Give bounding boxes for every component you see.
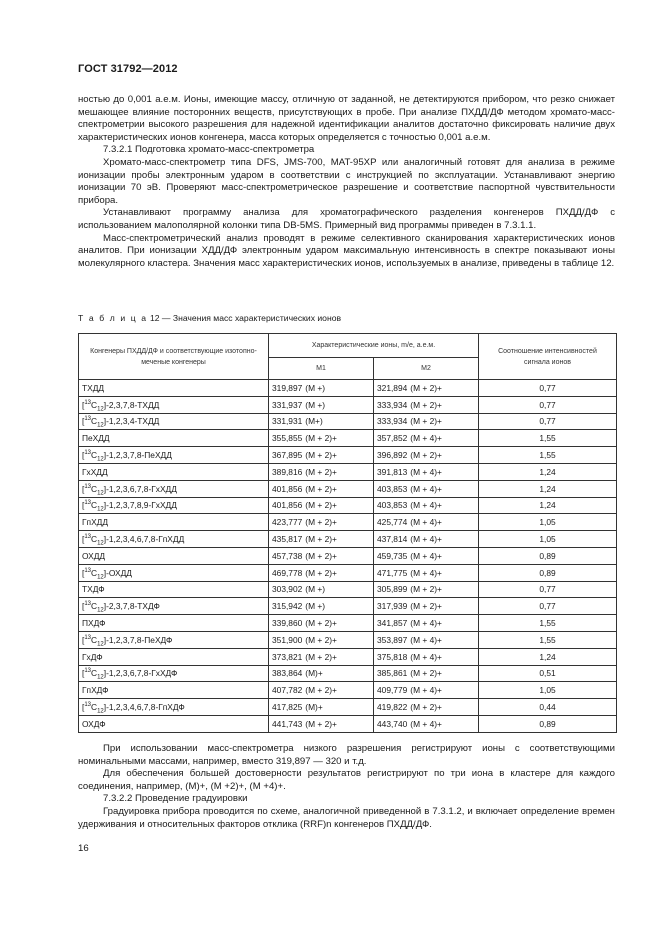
congener-name: [	[82, 399, 85, 410]
table-row	[79, 396, 617, 413]
m1-cell	[269, 380, 374, 397]
intensity-ratio-cell: 1,05	[479, 682, 617, 699]
m2-ion: (M + 4)+	[410, 651, 442, 662]
congener-name-cell	[79, 715, 269, 732]
intensity-ratio-cell: 1,55	[479, 447, 617, 464]
m2-mass: 317,939	[377, 601, 408, 612]
m2-cell	[374, 396, 479, 413]
m1-mass: 351,900	[272, 634, 303, 645]
congener-name-cell	[79, 380, 269, 397]
intensity-ratio-cell: 1,24	[479, 648, 617, 665]
paragraph-program: Устанавливают программу анализа для хроматографического разделения конгенеров ПХДД/ДФ с использованием малополярной колонки типа DB-5MS. Примерный вид программы приведен в 7.3.1.1.	[78, 207, 615, 231]
m1-ion: (M+)	[305, 416, 323, 427]
congener-name: [	[82, 450, 85, 461]
congener-name: ГхХДД	[82, 466, 108, 477]
congener-name: ГпХДД	[82, 517, 109, 528]
intensity-ratio-cell: 0,51	[479, 665, 617, 682]
congener-name-suffix: ]-1,2,3,7,8-ПеХДФ	[103, 634, 173, 645]
m2-mass: 353,897	[377, 634, 408, 645]
congener-name: ОХДД	[82, 550, 106, 561]
m2-mass: 333,934	[377, 416, 408, 427]
m2-ion: (M + 2)+	[410, 601, 442, 612]
table-row	[79, 430, 617, 447]
m2-mass: 425,774	[377, 517, 408, 528]
m1-ion: (M + 2)+	[305, 450, 337, 461]
m2-cell	[374, 413, 479, 430]
table-row	[79, 547, 617, 564]
table-row	[79, 480, 617, 497]
congener-name: ОХДФ	[82, 718, 106, 729]
table-row	[79, 715, 617, 732]
header-m1: M1	[269, 358, 374, 380]
congener-name-cell	[79, 598, 269, 615]
m1-ion: (M + 2)+	[305, 618, 337, 629]
m1-cell	[269, 699, 374, 716]
congener-name-cell	[79, 615, 269, 632]
m2-ion: (M + 2)+	[410, 584, 442, 595]
intensity-ratio-cell: 0,44	[479, 699, 617, 716]
m2-cell	[374, 665, 479, 682]
text-block-bottom	[78, 743, 615, 831]
paragraph-selective-scan: Масс-спектрометрический анализ проводят в режиме селективного сканирования характеристических ионов аналитов. При ионизации ХДД/ДФ электронным ударом максимальную интенсивность в спектре показывают ионы молекулярного кластера. Значения масс характеристических ионов, используемых в анализе, приведены в таблице 12.	[78, 232, 615, 269]
congener-name-cell	[79, 480, 269, 497]
congener-name-cell	[79, 531, 269, 548]
m2-cell	[374, 564, 479, 581]
m2-cell	[374, 430, 479, 447]
paragraph-low-resolution: При использовании масс-спектрометра низкого разрешения регистрируют ионы с соответствующими номинальными массами, например, вместо 319,897 — 320 и т.д.	[78, 743, 615, 767]
intensity-ratio-cell: 1,55	[479, 631, 617, 648]
m2-ion: (M + 4)+	[410, 718, 442, 729]
header-characteristic-ions: Характеристические ионы, m/e, а.е.м.	[269, 334, 479, 358]
m1-mass: 435,817	[272, 534, 303, 545]
m1-cell	[269, 430, 374, 447]
m1-cell	[269, 447, 374, 464]
m2-cell	[374, 514, 479, 531]
m2-mass: 357,852	[377, 433, 408, 444]
table-row	[79, 699, 617, 716]
isotope-label: $^{13}C_{12}$	[84, 702, 104, 715]
isotope-label: $^{13}C_{12}$	[84, 450, 104, 463]
isotope-label: $^{13}C_{12}$	[84, 634, 104, 648]
paragraph-instrument-setup: Хромато-масс-спектрометр типа DFS, JMS-700, MAT-95XP или аналогичный готовят для анализа в режиме ионизации пробы электронным ударом в соответствии с инструкцией по эксплуатации. Устанавливают энергию ионизации 70 эВ. Проверяют масс-спектрометрическое разрешение и соответствие паспортной чувствительности прибора.	[78, 156, 615, 206]
congener-name-suffix: ]-1,2,3,6,7,8-ГхХДД	[103, 483, 177, 494]
isotope-label: $^{13}C_{12}$	[84, 399, 104, 413]
m2-mass: 443,740	[377, 718, 408, 729]
m2-ion: (M + 4)+	[410, 517, 442, 528]
m1-ion: (M + 2)+	[305, 651, 337, 662]
m1-mass: 407,782	[272, 685, 303, 696]
table-row	[79, 581, 617, 598]
congener-name-cell	[79, 581, 269, 598]
m2-cell	[374, 631, 479, 648]
m2-cell	[374, 531, 479, 548]
intensity-ratio-cell: 0,89	[479, 564, 617, 581]
m1-cell	[269, 631, 374, 648]
m1-cell	[269, 615, 374, 632]
table-row	[79, 531, 617, 548]
subsection-heading-7-3-2-2: 7.3.2.2 Проведение градуировки	[103, 793, 248, 805]
m2-cell	[374, 682, 479, 699]
m1-ion: (M)+	[305, 668, 323, 679]
congener-name-cell	[79, 396, 269, 413]
paragraph-three-ions: Для обеспечения большей достоверности результатов регистрируют по три иона в кластере для каждого соединения, например, (M)+, (M +2)+, (M +4)+.	[78, 768, 615, 792]
m1-ion: (M + 2)+	[305, 685, 337, 696]
m1-cell	[269, 581, 374, 598]
table-row	[79, 631, 617, 648]
congener-name-cell	[79, 648, 269, 665]
congener-name-suffix: ]-1,2,3,4,6,7,8-ГпХДФ	[103, 702, 185, 713]
m2-ion: (M + 4)+	[410, 550, 442, 561]
m2-cell	[374, 715, 479, 732]
m1-mass: 401,856	[272, 483, 303, 494]
m1-mass: 417,825	[272, 702, 303, 713]
m2-cell	[374, 648, 479, 665]
m1-mass: 319,897	[272, 382, 303, 393]
m1-mass: 373,821	[272, 651, 303, 662]
m1-mass: 339,860	[272, 618, 303, 629]
subsection-heading-7-3-2-1: 7.3.2.1 Подготовка хромато-масс-спектрометра	[103, 144, 315, 156]
congener-name: [	[82, 500, 85, 511]
m2-ion: (M + 2)+	[410, 702, 442, 713]
intensity-ratio-cell: 0,77	[479, 396, 617, 413]
m2-cell	[374, 699, 479, 716]
m1-mass: 457,738	[272, 550, 303, 561]
m1-cell	[269, 665, 374, 682]
congener-name-cell	[79, 682, 269, 699]
m2-mass: 409,779	[377, 685, 408, 696]
m1-mass: 367,895	[272, 450, 303, 461]
m2-mass: 471,775	[377, 567, 408, 578]
m2-cell	[374, 497, 479, 514]
congener-name-cell	[79, 631, 269, 648]
congener-name: [	[82, 702, 85, 713]
m2-cell	[374, 598, 479, 615]
congener-name-suffix: ]-1,2,3,4,6,7,8-ГпХДД	[103, 534, 185, 545]
m1-mass: 383,864	[272, 668, 303, 679]
congener-name: ТХДФ	[82, 584, 105, 595]
m2-ion: (M + 4)+	[410, 466, 442, 477]
m1-cell	[269, 396, 374, 413]
m2-ion: (M + 4)+	[410, 618, 442, 629]
m2-mass: 403,853	[377, 483, 408, 494]
m1-cell	[269, 682, 374, 699]
isotope-label: $^{13}C_{12}$	[84, 416, 104, 430]
intensity-ratio-cell: 0,77	[479, 380, 617, 397]
m1-mass: 355,855	[272, 433, 303, 444]
m1-ion: (M +)	[305, 399, 326, 410]
isotope-label: $^{13}C_{12}$	[84, 534, 104, 547]
m2-cell	[374, 447, 479, 464]
m2-cell	[374, 480, 479, 497]
congener-name-suffix: ]-1,2,3,4-ТХДД	[103, 416, 160, 427]
header-intensity-ratio: Соотношение интенсивностей сигнала ионов	[479, 334, 617, 380]
congener-name-cell	[79, 497, 269, 514]
intensity-ratio-cell: 0,77	[479, 581, 617, 598]
header-congeners: Конгенеры ПХДД/ДФ и соответствующие изотопно-меченые конгенеры	[79, 334, 269, 380]
m2-ion: (M + 4)+	[410, 634, 442, 645]
table-row	[79, 682, 617, 699]
congener-name-suffix: ]-2,3,7,8-ТХДФ	[103, 601, 160, 612]
m1-mass: 469,778	[272, 567, 303, 578]
table-row	[79, 463, 617, 480]
congener-name-cell	[79, 699, 269, 716]
paragraph-calibration: Градуировка прибора проводится по схеме, аналогичной приведенной в 7.3.1.2, и включает определение времен удерживания и относительных факторов отклика (RRF)n конгенеров ПХДД/ДФ.	[78, 805, 615, 830]
m2-cell	[374, 581, 479, 598]
m2-ion: (M + 2)+	[410, 668, 442, 679]
text-block-top	[78, 94, 615, 270]
m2-cell	[374, 615, 479, 632]
m1-cell	[269, 413, 374, 430]
m1-mass: 401,856	[272, 500, 303, 511]
congener-name-cell	[79, 564, 269, 581]
m2-ion: (M + 4)+	[410, 685, 442, 696]
isotope-label: $^{13}C_{12}$	[84, 500, 104, 514]
congener-name: ГпХДФ	[82, 685, 109, 696]
table-caption-prefix: Т а б л и ц а	[78, 313, 148, 323]
m2-cell	[374, 463, 479, 480]
isotope-label: $^{13}C_{12}$	[84, 567, 104, 581]
m1-mass: 331,937	[272, 399, 303, 410]
congener-name-suffix: ]-2,3,7,8-ТХДД	[103, 399, 160, 410]
m2-ion: (M + 2)+	[410, 450, 442, 461]
m2-mass: 396,892	[377, 450, 408, 461]
intensity-ratio-cell: 1,24	[479, 463, 617, 480]
congener-name: [	[82, 567, 85, 578]
m1-ion: (M + 2)+	[305, 567, 337, 578]
m2-mass: 385,861	[377, 668, 408, 679]
congener-name-cell	[79, 447, 269, 464]
table-body	[79, 380, 617, 733]
intensity-ratio-cell: 1,55	[479, 430, 617, 447]
congener-name-suffix: ]-ОХДД	[103, 567, 132, 578]
congener-name-suffix: ]-1,2,3,6,7,8-ГхХДФ	[103, 668, 178, 679]
m1-cell	[269, 547, 374, 564]
intensity-ratio-cell: 1,24	[479, 497, 617, 514]
m2-mass: 333,934	[377, 399, 408, 410]
m2-mass: 437,814	[377, 534, 408, 545]
m1-ion: (M + 2)+	[305, 433, 337, 444]
table-row	[79, 648, 617, 665]
table-caption-text: 12 — Значения масс характеристических ионов	[147, 313, 342, 323]
paragraph-continuation: ностью до 0,001 а.е.м. Ионы, имеющие массу, отличную от заданной, не детектируются прибором, что резко снижает мешающее влияние посторонних веществ, присутствующих в пробе. При анализе ПХДД/ДФ методом хромато-масс-спектрометрии высокого разрешения для надежной идентификации аналитов достаточно фиксировать наличие двух характеристических ионов конгенера, масса которых определяется с точностью 0,001 а.е.м.	[78, 94, 615, 143]
congener-name-cell	[79, 514, 269, 531]
header-m2: M2	[374, 358, 479, 380]
congener-name-cell	[79, 463, 269, 480]
m2-ion: (M + 4)+	[410, 483, 442, 494]
table-row	[79, 598, 617, 615]
intensity-ratio-cell: 0,89	[479, 715, 617, 732]
intensity-ratio-cell: 1,05	[479, 514, 617, 531]
m1-cell	[269, 715, 374, 732]
m2-cell	[374, 380, 479, 397]
m2-ion: (M + 2)+	[410, 382, 442, 393]
ion-mass-table	[78, 333, 617, 733]
m1-cell	[269, 463, 374, 480]
congener-name-suffix: ]-1,2,3,7,8-ПеХДД	[103, 450, 172, 461]
m2-mass: 419,822	[377, 702, 408, 713]
m1-cell	[269, 648, 374, 665]
m1-mass: 303,902	[272, 584, 303, 595]
congener-name-cell	[79, 430, 269, 447]
m1-ion: (M + 2)+	[305, 634, 337, 645]
intensity-ratio-cell: 0,89	[479, 547, 617, 564]
m1-cell	[269, 514, 374, 531]
congener-name: [	[82, 416, 85, 427]
m1-ion: (M + 2)+	[305, 500, 337, 511]
m2-mass: 403,853	[377, 500, 408, 511]
m2-mass: 375,818	[377, 651, 408, 662]
intensity-ratio-cell: 1,05	[479, 531, 617, 548]
m2-mass: 341,857	[377, 618, 408, 629]
intensity-ratio-cell: 0,77	[479, 598, 617, 615]
m1-cell	[269, 598, 374, 615]
table-row	[79, 497, 617, 514]
congener-name-suffix: ]-1,2,3,7,8,9-ГхХДД	[103, 500, 177, 511]
m2-mass: 305,899	[377, 584, 408, 595]
m1-cell	[269, 564, 374, 581]
m2-ion: (M + 4)+	[410, 534, 442, 545]
m1-ion: (M +)	[305, 584, 326, 595]
isotope-label: $^{13}C_{12}$	[84, 668, 104, 682]
m1-mass: 423,777	[272, 517, 303, 528]
m1-ion: (M + 2)+	[305, 550, 337, 561]
m1-mass: 315,942	[272, 601, 303, 612]
congener-name-cell	[79, 665, 269, 682]
congener-name: ПХДФ	[82, 618, 106, 629]
congener-name: [	[82, 634, 85, 645]
m2-ion: (M + 2)+	[410, 399, 442, 410]
m1-ion: (M + 2)+	[305, 718, 337, 729]
congener-name: [	[82, 483, 85, 494]
m2-ion: (M + 2)+	[410, 416, 442, 427]
m2-ion: (M + 4)+	[410, 433, 442, 444]
table-row	[79, 413, 617, 430]
table-row	[79, 380, 617, 397]
m1-ion: (M + 2)+	[305, 517, 337, 528]
m2-ion: (M + 4)+	[410, 500, 442, 511]
m2-mass: 391,813	[377, 466, 408, 477]
m1-mass: 331,931	[272, 416, 303, 427]
intensity-ratio-cell: 1,24	[479, 480, 617, 497]
congener-name: ГхДФ	[82, 651, 103, 662]
document-header: ГОСТ 31792—2012	[78, 63, 178, 75]
congener-name: ПеХДД	[82, 433, 110, 444]
congener-name: [	[82, 534, 85, 545]
m2-cell	[374, 547, 479, 564]
table-caption	[78, 313, 341, 323]
isotope-label: $^{13}C_{12}$	[84, 601, 104, 614]
m1-ion: (M + 2)+	[305, 534, 337, 545]
congener-name-cell	[79, 547, 269, 564]
intensity-ratio-cell: 0,77	[479, 413, 617, 430]
table-row	[79, 665, 617, 682]
m1-ion: (M +)	[305, 382, 326, 393]
m1-mass: 389,816	[272, 466, 303, 477]
m1-ion: (M +)	[305, 601, 326, 612]
m1-cell	[269, 531, 374, 548]
congener-name: [	[82, 601, 85, 612]
m1-mass: 441,743	[272, 718, 303, 729]
m1-ion: (M)+	[305, 702, 323, 713]
table-row	[79, 447, 617, 464]
table-row	[79, 514, 617, 531]
m2-mass: 459,735	[377, 550, 408, 561]
page-number: 16	[78, 843, 89, 854]
table-row	[79, 564, 617, 581]
m1-cell	[269, 497, 374, 514]
m1-ion: (M + 2)+	[305, 466, 337, 477]
m1-ion: (M + 2)+	[305, 483, 337, 494]
congener-name: ТХДД	[82, 382, 105, 393]
m2-ion: (M + 4)+	[410, 567, 442, 578]
congener-name-cell	[79, 413, 269, 430]
m1-cell	[269, 480, 374, 497]
intensity-ratio-cell: 1,55	[479, 615, 617, 632]
table-row	[79, 615, 617, 632]
congener-name: [	[82, 668, 85, 679]
isotope-label: $^{13}C_{12}$	[84, 483, 104, 497]
m2-mass: 321,894	[377, 382, 408, 393]
